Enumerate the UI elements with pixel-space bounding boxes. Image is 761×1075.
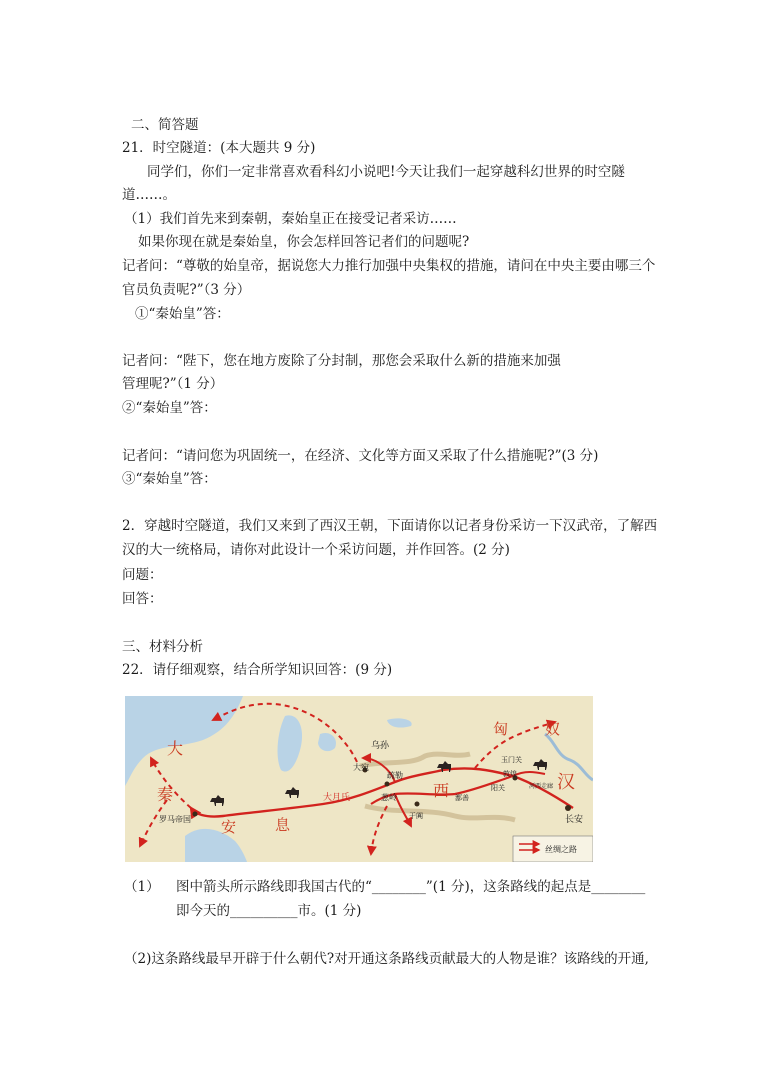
q22-sub2-line1: （2)这条路线最早开辟于什么朝代?对开通这条路线贡献最大的人物是谁？该路线的开通, bbox=[124, 951, 649, 967]
label-an: 安 bbox=[221, 818, 237, 836]
q21-answer-label: 回答： bbox=[122, 591, 163, 607]
q21-question1-line2: 官员负责呢?”（3 分） bbox=[122, 282, 251, 298]
label-wusun: 乌孙 bbox=[371, 741, 390, 751]
q22-header: 22．请仔细观察，结合所学知识回答：(9 分) bbox=[122, 662, 393, 678]
label-hexi: 河西走廊 bbox=[529, 783, 554, 790]
label-xi-region: 西 bbox=[433, 781, 450, 800]
q21-question1-line1: 记者问：“尊敬的始皇帝，据说您大力推行加强中央集权的措施，请问在中央主要由哪三个 bbox=[122, 258, 656, 274]
label-da: 大 bbox=[167, 739, 184, 758]
q21-answer1-label: ①“秦始皇”答： bbox=[135, 306, 230, 322]
label-qin: 秦 bbox=[157, 785, 174, 804]
section-3-title: 三、材料分析 bbox=[122, 639, 203, 655]
q22-sub1-number: （1） bbox=[124, 879, 160, 895]
label-dayuezhi: 大月氏 bbox=[323, 793, 351, 803]
map-legend bbox=[513, 836, 593, 862]
q21-question2-line1: 记者问：“陛下，您在地方废除了分封制，那您会采取什么新的措施来加强 bbox=[122, 353, 561, 369]
label-dayuan: 大宛 bbox=[353, 763, 369, 772]
q21-question2-line2: 管理呢?”（1 分） bbox=[122, 376, 224, 392]
label-congling: 葱岭 bbox=[381, 793, 397, 802]
legend-label: 丝绸之路 bbox=[545, 845, 577, 854]
silk-road-map bbox=[125, 696, 593, 862]
q21-answer2-label: ②“秦始皇”答： bbox=[122, 400, 217, 416]
q21-question-label: 问题： bbox=[122, 567, 163, 583]
q21-question3-line1: 记者问：“请问您为巩固统一，在经济、文化等方面又采取了什么措施呢?”(3 分) bbox=[122, 448, 599, 464]
q21-answer3-label: ③“秦始皇”答： bbox=[122, 471, 217, 487]
q21-part2-line1: 2．穿越时空隧道，我们又来到了西汉王朝，下面请你以记者身份采访一下汉武帝，了解西 bbox=[122, 518, 658, 534]
q21-header: 21．时空隧道：(本大题共 9 分) bbox=[122, 140, 316, 156]
q21-intro-line2: 道……。 bbox=[122, 187, 176, 203]
section-2-title: 二、简答题 bbox=[131, 117, 199, 133]
label-dunhuang: 敦煌 bbox=[503, 770, 517, 778]
q21-part1-title: （1）我们首先来到秦朝，秦始皇正在接受记者采访…… bbox=[124, 211, 457, 227]
q21-part2-line2: 汉的大一统格局，请你对此设计一个采访问题，并作回答。(2 分) bbox=[122, 542, 510, 558]
label-xi: 息 bbox=[275, 816, 291, 834]
label-yangguan: 阳关 bbox=[491, 784, 505, 792]
label-han: 汉 bbox=[557, 772, 575, 793]
label-changan: 长安 bbox=[565, 815, 584, 825]
q21-part1-prompt: 如果你现在就是秦始皇，你会怎样回答记者们的问题呢? bbox=[138, 234, 470, 250]
q22-sub1-line1: 图中箭头所示路线即我国古代的“________”(1 分)，这条路线的起点是________ bbox=[176, 879, 646, 895]
label-shanshan: 鄯善 bbox=[455, 794, 469, 802]
label-shule: 疏勒 bbox=[387, 771, 403, 780]
q22-sub1-line2: 即今天的__________市。(1 分) bbox=[176, 903, 362, 919]
label-xiongnu-2: 奴 bbox=[545, 720, 561, 738]
q21-intro-line1: 同学们，你们一定非常喜欢看科幻小说吧!今天让我们一起穿越科幻世界的时空隧 bbox=[147, 164, 625, 180]
label-yumenguan: 玉门关 bbox=[501, 756, 522, 764]
label-rome: 罗马帝国 bbox=[159, 815, 191, 824]
label-yutian: 于阗 bbox=[409, 812, 423, 820]
label-xiongnu-1: 匈 bbox=[493, 720, 509, 738]
